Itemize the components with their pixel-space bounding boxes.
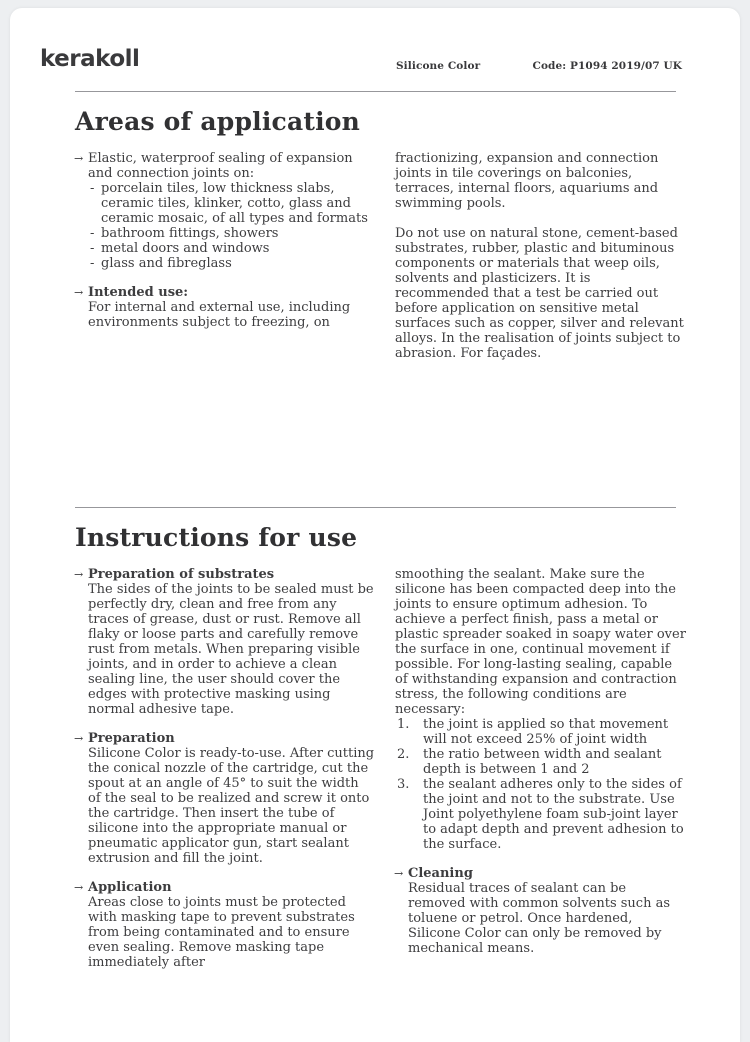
arrow-bullet-item (395, 866, 686, 956)
paragraph: smoothing the sealant. Make sure the silicone has been compacted deep into the joints to ensure optimum adhesion. To achieve a perfect finish, pass a metal or plastic spreader soaked in soapy water over the surface in one, continual movement if possible. For long-lasting sealing, capable of withstanding expansion and contraction stress, the following conditions are necessary: (395, 567, 686, 717)
two-column-layout (75, 151, 686, 361)
bullet-lead: Elastic, waterproof sealing of expansion and connection joints on: (88, 151, 353, 181)
arrow-bullet-item (75, 285, 375, 330)
document-page (10, 8, 740, 1042)
item-heading: → Preparation (88, 731, 175, 746)
section-title: Instructions for use (75, 523, 358, 552)
item-body: For internal and external use, including environments subject to freezing, on (88, 300, 351, 330)
numbered-item: the ratio between width and sealant depth is between 1 and 2 (423, 747, 662, 777)
section-divider (75, 507, 676, 508)
item-body: Areas close to joints must be protected with masking tape to prevent substrates from being contaminated and to ensure even sealing. Remove masking tape immediately after (88, 895, 355, 970)
dash-list-item: - metal doors and windows (88, 241, 375, 256)
numbered-item: the sealant adheres only to the sides of the joint and not to the substrate. Use Joint polyethylene foam sub-joint layer to adapt depth and prevent adhesion to the surface. (423, 777, 684, 852)
column-right (395, 151, 686, 361)
kerakoll-logo: kerakoll (40, 46, 140, 72)
numbered-item: the joint is applied so that movement will not exceed 25% of joint width (423, 717, 669, 747)
page-header (10, 8, 740, 91)
dash-list-item: - porcelain tiles, low thickness slabs, ceramic tiles, klinker, cotto, glass and ceramic mosaic, of all types and formats (88, 181, 375, 226)
section-instructions-for-use (10, 521, 740, 1042)
numbered-conditions-list (395, 717, 686, 852)
item-heading: → Application (88, 880, 172, 895)
arrow-bullet-item (75, 567, 375, 717)
document-code: Code: P1094 2019/07 UK (532, 60, 682, 72)
item-body: Residual traces of sealant can be removed with common solvents such as toluene or petrol. Once hardened, Silicone Color can only be removed by mechanical means. (408, 881, 671, 956)
section-areas-of-application (10, 105, 740, 507)
column-left (75, 151, 375, 361)
header-rule (75, 91, 676, 92)
paragraph: Do not use on natural stone, cement-based substrates, rubber, plastic and bituminous components or materials that weep oils, solvents and plasticizers. It is recommended that a test be carried out before application on sensitive metal surfaces such as copper, silver and relevant alloys. In the realisation of joints subject to abrasion. For façades. (395, 226, 684, 361)
item-heading: → Preparation of substrates (88, 567, 275, 582)
section-title: Areas of application (75, 107, 361, 136)
column-left (75, 567, 375, 970)
item-heading: → Intended use: (88, 285, 189, 300)
item-body: Silicone Color is ready-to-use. After cutting the conical nozzle of the cartridge, cut the spout at an angle of 45° to suit the width of the seal to be realized and screw it onto the cartridge. Then insert the tube of silicone into the appropriate manual or pneumatic applicator gun, start sealant extrusion and fill the joint. (88, 746, 375, 866)
arrow-bullet-item (75, 880, 375, 970)
dash-list-item: - glass and fibreglass (88, 256, 375, 271)
two-column-layout (75, 567, 686, 970)
arrow-bullet-item (75, 151, 375, 271)
paragraph: fractionizing, expansion and connection joints in tile coverings on balconies, terraces, internal floors, aquariums and swimming pools. (395, 151, 659, 211)
product-name-label: Silicone Color (396, 60, 481, 72)
item-heading: → Cleaning (408, 866, 473, 881)
column-right (395, 567, 686, 970)
item-body: The sides of the joints to be sealed must be perfectly dry, clean and free from any traces of grease, dust or rust. Remove all flaky or loose parts and carefully remove rust from metals. When preparing visible joints, and in order to achieve a clean sealing line, the user should cover the edges with protective masking using normal adhesive tape. (88, 582, 374, 717)
dash-list-item: - bathroom fittings, showers (88, 226, 375, 241)
arrow-bullet-item (75, 731, 375, 866)
